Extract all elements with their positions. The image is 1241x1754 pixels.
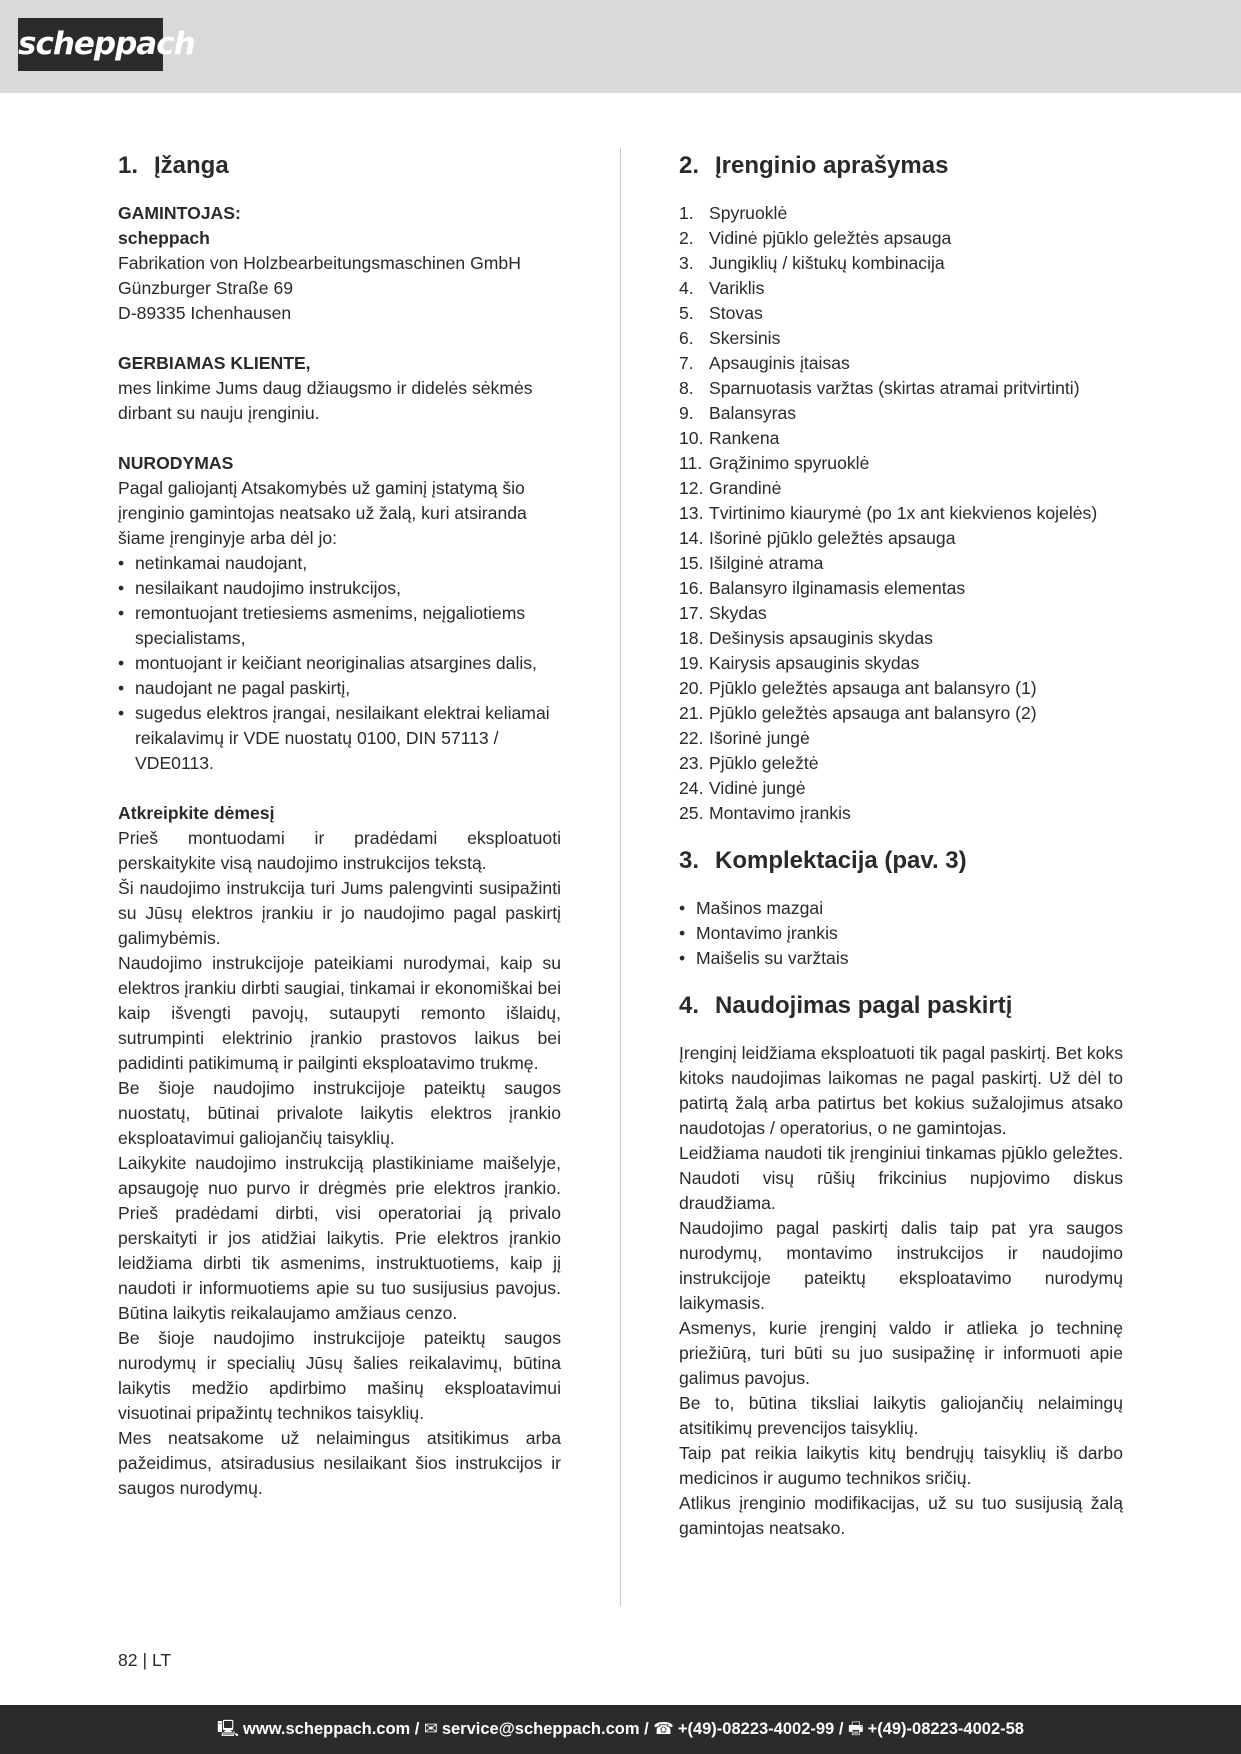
list-item-text: Skersinis xyxy=(709,328,781,348)
attention-paragraph: Be šioje naudojimo instrukcijoje pateiktų saugos nurodymų ir specialių Jūsų šalies reikalavimų, būtina laikytis medžio apdirbimo mašinų eksploatavimui visuotinai pripažintų technikos taisyklių. xyxy=(118,1328,561,1423)
manufacturer-address-line: D-89335 Ichenhausen xyxy=(118,303,292,323)
list-item xyxy=(679,226,1123,251)
list-item-number: 6. xyxy=(679,328,694,348)
attention-label: Atkreipkite dėmesį xyxy=(118,803,275,823)
list-item xyxy=(679,201,1123,226)
list-item-text: Sparnuotasis varžtas (skirtas atramai pritvirtinti) xyxy=(709,378,1080,398)
list-item-text: Pjūklo geležtė xyxy=(709,753,819,773)
list-item-text: Variklis xyxy=(709,278,765,298)
list-item-text: Rankena xyxy=(709,428,780,448)
manufacturer-address-line: Fabrikation von Holzbearbeitungsmaschinen GmbH xyxy=(118,253,521,273)
usage-paragraph: Asmenys, kurie įrenginį valdo ir atlieka jo techninę priežiūrą, turi būti su juo susipažinę ir informuoti apie galimus pavojus. xyxy=(679,1318,1123,1388)
list-item xyxy=(679,526,1123,551)
phone-number: +(49)-08223-4002-99 xyxy=(677,1720,835,1738)
list-item-text: Vidinė pjūklo geležtės apsauga xyxy=(709,228,952,248)
list-item-text: Grąžinimo spyruoklė xyxy=(709,453,870,473)
list-item: • Maišelis su varžtais xyxy=(679,946,1123,971)
list-item-number: 12. xyxy=(679,478,704,498)
header-band xyxy=(0,0,1241,93)
list-item-text: Kairysis apsauginis skydas xyxy=(709,653,920,673)
list-item-number: 8. xyxy=(679,378,694,398)
list-item-number: 10. xyxy=(679,428,704,448)
manufacturer-address-line: Günzburger Straße 69 xyxy=(118,278,294,298)
list-item-text: Montavimo įrankis xyxy=(709,803,851,823)
email-icon: ✉ xyxy=(423,1720,438,1738)
list-item-number: 22. xyxy=(679,728,704,748)
attention-paragraph: Ši naudojimo instrukcija turi Jums palengvinti susipažinti su Jūsų elektros įrankiu ir jo naudojimo pagal paskirtį galimybėmis. xyxy=(118,878,561,948)
computer-icon: 🖳 xyxy=(217,1720,240,1738)
list-item xyxy=(679,776,1123,801)
usage-paragraph: Atlikus įrenginio modifikacijas, už su tuo susijusią žalą gamintojas neatsako. xyxy=(679,1493,1123,1538)
list-item-text: Pjūklo geležtės apsauga ant balansyro (1) xyxy=(709,678,1037,698)
list-item-text: Apsauginis įtaisas xyxy=(709,353,850,373)
usage-paragraph: Leidžiama naudoti tik įrenginiui tinkamas pjūklo geležtes. Naudoti visų rūšių frikcinius nupjovimo diskus draudžiama. xyxy=(679,1143,1123,1213)
list-item-number: 3. xyxy=(679,253,694,273)
list-item-number: 21. xyxy=(679,703,704,723)
list-item-number: 13. xyxy=(679,503,704,523)
list-item-text: Pjūklo geležtės apsauga ant balansyro (2) xyxy=(709,703,1037,723)
list-item: • Montavimo įrankis xyxy=(679,921,1123,946)
list-item-text: Stovas xyxy=(709,303,763,323)
attention-paragraph: Mes neatsakome už nelaimingus atsitikimus arba pažeidimus, atsiradusius nesilaikant šios instrukcijos ir saugos nurodymų. xyxy=(118,1428,561,1498)
section-1-heading: 1. Įžanga xyxy=(118,152,229,179)
list-item-number: 20. xyxy=(679,678,704,698)
list-item xyxy=(679,576,1123,601)
list-item xyxy=(679,376,1123,401)
attention-paragraph: Prieš montuodami ir pradėdami eksploatuoti perskaitykite visą naudojimo instrukcijos tekstą. xyxy=(118,828,561,873)
list-item-number: 23. xyxy=(679,753,704,773)
list-item-text: Balansyro ilginamasis elementas xyxy=(709,578,966,598)
scheppach-logo: scheppach xyxy=(18,18,163,71)
list-item-text: Tvirtinimo kiaurymė (po 1x ant kiekvienos kojelės) xyxy=(709,503,1098,523)
usage-paragraph: Įrenginį leidžiama eksploatuoti tik pagal paskirtį. Bet koks kitoks naudojimas laikomas ne pagal paskirtį. Už dėl to patirtą žalą arba patirtus bet kokius sužalojimus atsako naudotojas / operatorius, o ne gamintojas. xyxy=(679,1043,1123,1138)
list-item xyxy=(679,676,1123,701)
list-item-number: 25. xyxy=(679,803,704,823)
list-item xyxy=(679,251,1123,276)
list-item-number: 11. xyxy=(679,453,703,473)
usage-paragraph: Taip pat reikia laikytis kitų bendrųjų taisyklių iš darbo medicinos ir augumo technikos sričių. xyxy=(679,1443,1123,1488)
usage-paragraph: Be to, būtina tiksliai laikytis galiojančių nelaimingų atsitikimų prevencijos taisyklių. xyxy=(679,1393,1123,1438)
section-2-heading: 2. Įrenginio aprašymas xyxy=(679,152,949,179)
list-item: • naudojant ne pagal paskirtį, xyxy=(118,676,561,701)
list-item-text: Grandinė xyxy=(709,478,782,498)
list-item-number: 19. xyxy=(679,653,704,673)
list-item-number: 24. xyxy=(679,778,704,798)
list-item-number: 2. xyxy=(679,228,694,248)
list-item-number: 16. xyxy=(679,578,704,598)
list-item: • sugedus elektros įrangai, nesilaikant elektrai keliamai reikalavimų ir VDE nuostatų 0100, DIN 57113 / VDE0113. xyxy=(118,701,561,776)
note-label: NURODYMAS xyxy=(118,453,234,473)
list-item xyxy=(679,276,1123,301)
list-item: • Mašinos mazgai xyxy=(679,896,1123,921)
list-item-number: 18. xyxy=(679,628,704,648)
page-number: 82 | LT xyxy=(118,1650,172,1670)
list-item-text: Vidinė jungė xyxy=(709,778,806,798)
list-item xyxy=(679,551,1123,576)
list-item: • montuojant ir keičiant neoriginalias atsargines dalis, xyxy=(118,651,561,676)
list-item xyxy=(679,351,1123,376)
list-item-number: 15. xyxy=(679,553,704,573)
list-item: • remontuojant tretiesiems asmenims, neįgaliotiems specialistams, xyxy=(118,601,561,651)
list-item-text: Dešinysis apsauginis skydas xyxy=(709,628,933,648)
manufacturer-label: GAMINTOJAS: xyxy=(118,203,241,223)
right-column xyxy=(679,150,1123,1541)
website-link[interactable]: www.scheppach.com xyxy=(243,1720,411,1738)
section-4-heading: 4. Naudojimas pagal paskirtį xyxy=(679,992,1013,1019)
list-item-number: 17. xyxy=(679,603,704,623)
usage-paragraph: Naudojimo pagal paskirtį dalis taip pat yra saugos nurodymų, montavimo instrukcijos ir naudojimo instrukcijoje pateiktų eksploatavimo nurodymų laikymasis. xyxy=(679,1218,1123,1313)
list-item-number: 4. xyxy=(679,278,694,298)
list-item xyxy=(679,726,1123,751)
list-item xyxy=(679,626,1123,651)
list-item-number: 14. xyxy=(679,528,704,548)
list-item-text: Spyruoklė xyxy=(709,203,788,223)
note-bullet-list xyxy=(118,551,561,776)
left-column xyxy=(118,150,561,1501)
list-item: • netinkamai naudojant, xyxy=(118,551,561,576)
email-link[interactable]: service@scheppach.com xyxy=(441,1720,640,1738)
attention-paragraph: Laikykite naudojimo instrukciją plastikiniame maišelyje, apsaugoję nuo purvo ir drėgmės prie elektros įrankio. Prieš pradėdami dirbti, visi operatoriai ją privalo perskaityti ir jos atidžiai laikytis. Prie elektros įrankio leidžiama dirbti tik asmenims, instruktuotiems, kaip jį naudoti ir informuotiems apie su tuo susijusius pavojus. Būtina laikytis reikalaujamo amžiaus cenzo. xyxy=(118,1153,561,1323)
footer-bar: 🖳 www.scheppach.com / ✉ service@scheppach.com / ☎ +(49)-08223-4002-99 / 🖶 +(49)-08223-4002-58 xyxy=(0,1705,1241,1754)
contents-list xyxy=(679,896,1123,971)
list-item-text: Išorinė pjūklo geležtės apsauga xyxy=(709,528,956,548)
parts-list xyxy=(679,201,1123,826)
attention-paragraph: Naudojimo instrukcijoje pateikiami nurodymai, kaip su elektros įrankiu dirbti saugiai, tinkamai ir ekonomiškai bei kaip išvengti pavojų, sutaupyti remonto išlaidų, sutrumpinti elektrinio įrankio prastovos laikus bei padidinti patikimumą ir pailginti eksploatavimo trukmę. xyxy=(118,953,561,1073)
list-item xyxy=(679,401,1123,426)
fax-number: +(49)-08223-4002-58 xyxy=(867,1720,1024,1738)
phone-icon: ☎ xyxy=(653,1720,674,1738)
list-item: • nesilaikant naudojimo instrukcijos, xyxy=(118,576,561,601)
column-divider xyxy=(620,148,621,1606)
attention-paragraph: Be šioje naudojimo instrukcijoje pateiktų saugos nuostatų, būtinai privalote laikytis elektros įrankio eksploatavimui galiojančių taisyklių. xyxy=(118,1078,561,1148)
list-item-number: 1. xyxy=(679,203,694,223)
list-item-text: Skydas xyxy=(709,603,767,623)
list-item xyxy=(679,751,1123,776)
note-text: Pagal galiojantį Atsakomybės už gaminį įstatymą šio įrenginio gamintojas neatsako už žalą, kuri atsiranda šiame įrenginyje arba dėl jo: xyxy=(118,478,527,548)
list-item-text: Jungiklių / kištukų kombinacija xyxy=(709,253,945,273)
list-item xyxy=(679,476,1123,501)
list-item-number: 5. xyxy=(679,303,694,323)
customer-label: GERBIAMAS KLIENTE, xyxy=(118,353,311,373)
list-item xyxy=(679,701,1123,726)
list-item-number: 7. xyxy=(679,353,694,373)
fax-icon: 🖶 xyxy=(848,1720,864,1738)
manufacturer-name: scheppach xyxy=(118,228,210,248)
list-item xyxy=(679,801,1123,826)
list-item-number: 9. xyxy=(679,403,694,423)
list-item-text: Išilginė atrama xyxy=(709,553,824,573)
list-item-text: Balansyras xyxy=(709,403,797,423)
list-item xyxy=(679,326,1123,351)
customer-text: mes linkime Jums daug džiaugsmo ir didelės sėkmės dirbant su nauju įrenginiu. xyxy=(118,378,533,423)
list-item xyxy=(679,601,1123,626)
list-item xyxy=(679,651,1123,676)
list-item xyxy=(679,301,1123,326)
section-3-heading: 3. Komplektacija (pav. 3) xyxy=(679,847,967,874)
list-item-text: Išorinė jungė xyxy=(709,728,810,748)
list-item xyxy=(679,426,1123,451)
list-item xyxy=(679,451,1123,476)
list-item xyxy=(679,501,1123,526)
